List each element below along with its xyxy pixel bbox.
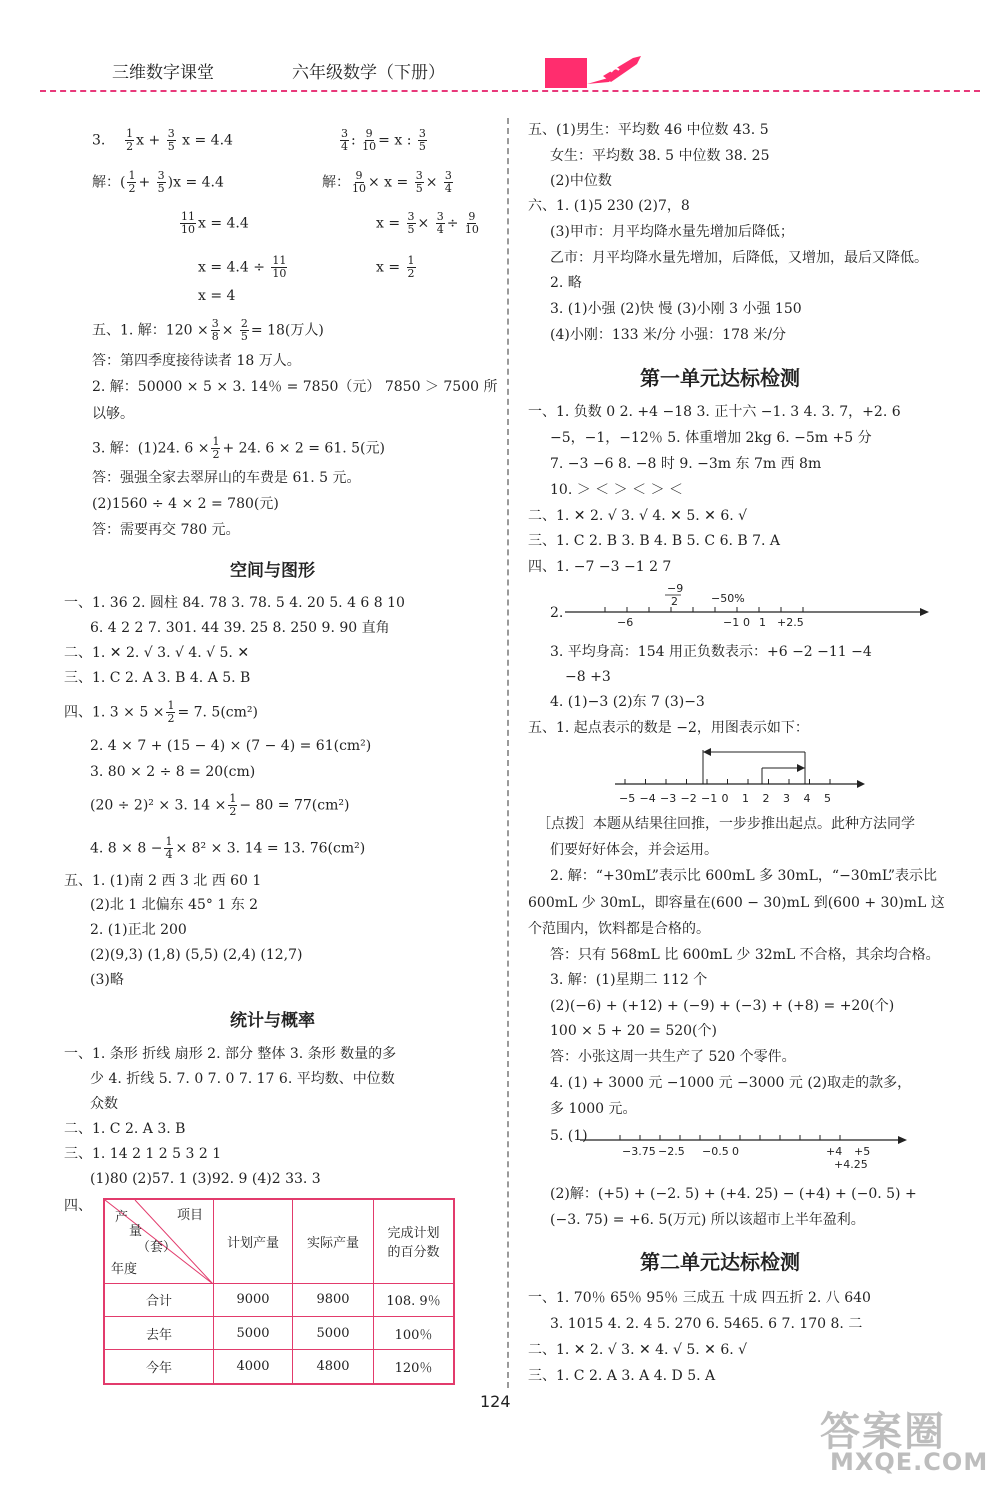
- th-actual: 实际产量: [293, 1199, 374, 1283]
- header-decor-box: [545, 58, 587, 88]
- r-line-5: (3)甲市：月平均降水量先增加后降低；: [550, 224, 794, 240]
- nl3-label-f: +5: [854, 1145, 871, 1158]
- ans-w5: 3. 解：(1)24. 6 × $\frac{1}{2}$ + 24. 6 × 2 = 61. 5(元): [92, 435, 385, 461]
- stats-line-2: 少 4. 折线 5. 7. 0 7. 0 7. 17 6. 平均数、中位数: [90, 1071, 395, 1087]
- u1-line-18: 答：只有 568mL 比 600mL 少 32mL 不合格，其余均合格。: [550, 947, 940, 963]
- stats-line-6: (1)80 (2)57. 1 (3)92. 9 (4)2 33. 3: [90, 1171, 321, 1187]
- nl2-label: 2: [762, 792, 770, 805]
- u2-line-3: 二、1. ✕ 2. √ 3. ✕ 4. √ 5. ✕ 6. √: [528, 1342, 748, 1358]
- nl3-label-b: −2.5: [658, 1145, 685, 1158]
- u1-line-22: 答：小张这周一共生产了 520 个零件。: [550, 1049, 796, 1065]
- u1-line-27: (−3. 75) = +6. 5(万元) 所以该超市上半年盈利。: [550, 1212, 865, 1228]
- geo-line-9: 4. 8 × 8 − $\frac{1}{4}$ × 8² × 3. 14 = 13. 76(cm²): [90, 835, 366, 861]
- ans-w3: 2. 解：50000 × 5 × 3. 14％ = 7850（元） 7850 ＞ 7500 所: [92, 379, 498, 395]
- u1-line-25: 5. (1): [550, 1128, 588, 1144]
- section-title-unit1: 第一单元达标检测: [640, 366, 800, 390]
- nl1-label-e: −1: [723, 616, 740, 629]
- column-divider: [507, 118, 509, 1388]
- diag-qty2: 量: [129, 1224, 143, 1239]
- r-line-1: 五、(1)男生：平均数 46 中位数 43. 5: [528, 122, 769, 138]
- r-line-2: 女生：平均数 38. 5 中位数 38. 25: [550, 148, 770, 164]
- nl2-label: 0: [721, 792, 729, 805]
- ans-w7: (2)1560 ÷ 4 × 2 = 780(元): [92, 496, 279, 512]
- geo-line-14: (3)略: [90, 972, 124, 988]
- u1-line-13: ［点拨］本题从结果往回推，一步步推出起点。此种方法同学: [537, 816, 915, 832]
- stats-line-4: 二、1. C 2. A 3. B: [64, 1121, 186, 1137]
- u1-line-7: 四、1. −7 −3 −1 2 7: [528, 559, 672, 575]
- nl3-label-c: −0.5: [702, 1145, 729, 1158]
- u1-line-21: 100 × 5 + 20 = 520(个): [550, 1023, 717, 1039]
- q3-eq1: 3. $\frac{1}{2}$ x + $\frac{3}{5}$ x = 4.4: [92, 127, 233, 153]
- table-diagonal-header: [104, 1199, 214, 1283]
- nl1-label-d: −6: [617, 616, 634, 629]
- geo-line-10: 五、1. (1)南 2 西 3 北 西 60 1: [64, 873, 262, 889]
- diag-year: 年度: [111, 1262, 138, 1277]
- nl3-label-g: +4.25: [834, 1158, 868, 1171]
- q3-step4a: x = 4.4 ÷ $\frac{11}{10}$: [198, 254, 287, 280]
- q3-sol-b: 解： $\frac{9}{10}$ × x = $\frac{3}{5}$ × $\frac{3}{4}$: [322, 169, 452, 195]
- nl1-label-a: −9: [667, 582, 684, 595]
- geo-line-4: 三、1. C 2. A 3. B 4. A 5. B: [64, 670, 251, 686]
- u1-line-3: 7. −3 −6 8. −8 时 9. −3m 东 7m 西 8m: [550, 456, 822, 472]
- rocket-icon: [585, 50, 645, 90]
- u1-line-14: 们要好好体会，并会运用。: [550, 842, 718, 858]
- th-percent: 完成计划 的百分数: [374, 1199, 455, 1283]
- watermark-logo: 答案圈: [820, 1409, 946, 1455]
- ans-w8: 答：需要再交 780 元。: [92, 522, 240, 538]
- q3-step3b: x = $\frac{3}{5}$ × $\frac{3}{4}$ ÷ $\frac{9}{10}$: [376, 210, 479, 236]
- u1-line-16: 600mL 少 30mL，即容量在(600 − 30)mL 到(600 + 30)mL 这: [528, 895, 945, 911]
- nl2-label: 3: [783, 792, 790, 805]
- geo-line-12: 2. (1)正北 200: [90, 922, 187, 938]
- nl1-label-f: 0: [743, 616, 750, 629]
- nl2-label: −1: [701, 792, 718, 805]
- q3-step4b: x = $\frac{1}{2}$: [376, 254, 415, 280]
- nl1-label-b: 2: [671, 595, 678, 608]
- u1-line-12: 五、1. 起点表示的数是 −2，用图表示如下：: [528, 720, 809, 736]
- u1-line-11: 4. (1)−3 (2)东 7 (3)−3: [550, 694, 705, 710]
- geo-line-13: (2)(9,3) (1,8) (5,5) (2,4) (12,7): [90, 947, 303, 963]
- u1-line-20: (2)(−6) + (+12) + (−9) + (−3) + (+8) = +20(个): [550, 998, 895, 1014]
- geo-line-8: (20 ÷ 2)² × 3. 14 × $\frac{1}{2}$ − 80 = 77(cm²): [90, 792, 350, 818]
- nl1-label-g: 1: [759, 616, 766, 629]
- q3-sol-a: 解：( $\frac{1}{2}$ + $\frac{3}{5}$ )x = 4.4: [92, 169, 224, 195]
- ans-w2: 答：第四季度接待读者 18 万人。: [92, 353, 301, 369]
- u1-line-10: −8 +3: [565, 669, 611, 685]
- r-line-4: 六、1. (1)5 230 (2)7，8: [528, 198, 690, 214]
- u1-line-24: 多 1000 元。: [550, 1101, 637, 1117]
- u1-line-6: 三、1. C 2. B 3. B 4. B 5. C 6. B 7. A: [528, 533, 781, 549]
- section-title-unit2: 第二单元达标检测: [640, 1250, 800, 1274]
- nl2-label: 5: [824, 792, 831, 805]
- table-row: 合计 9000 9800 108. 9％: [104, 1283, 454, 1316]
- table-row: 去年 5000 5000 100％: [104, 1316, 454, 1349]
- number-line-1: [565, 582, 935, 632]
- u1-line-9: 3. 平均身高：154 用正负数表示：+6 −2 −11 −4: [550, 644, 872, 660]
- geo-line-2: 6. 4 2 2 7. 301. 44 39. 25 8. 250 9. 90 直角: [90, 620, 390, 636]
- geo-line-11: (2)北 1 北偏东 45° 1 东 2: [90, 897, 259, 913]
- stats-line-5: 三、1. 14 2 1 2 5 3 2 1: [64, 1146, 222, 1162]
- nl2-label: −2: [680, 792, 697, 805]
- geo-line-6: 2. 4 × 7 + (15 − 4) × (7 − 4) = 61(cm²): [90, 738, 372, 754]
- nl2-label: −5: [619, 792, 636, 805]
- geo-line-1: 一、1. 36 2. 圆柱 84. 78 3. 78. 5 4. 20 5. 4 6 8 10: [64, 595, 405, 611]
- number-line-2: [615, 742, 865, 808]
- table-row: 今年 4000 4800 120％: [104, 1350, 454, 1384]
- ans-w4: 以够。: [92, 406, 134, 422]
- book-title: 六年级数学（下册）: [292, 63, 445, 83]
- geo-line-7: 3. 80 × 2 ÷ 8 = 20(cm): [90, 764, 256, 780]
- nl3-label-e: +4: [826, 1145, 843, 1158]
- r-line-3: (2)中位数: [550, 173, 612, 189]
- nl2-label: 1: [742, 792, 749, 805]
- nl3-label-d: 0: [732, 1145, 739, 1158]
- u1-line-4: 10. ＞ ＜ ＞ ＜ ＞ ＜: [550, 482, 683, 498]
- header-divider: [40, 90, 980, 92]
- u1-line-17: 个范围内，饮料都是合格的。: [528, 921, 710, 937]
- q3-step5: x = 4: [198, 288, 236, 304]
- u1-line-2: −5，−1，−12％ 5. 体重增加 2kg 6. −5m +5 分: [550, 430, 872, 446]
- u2-line-1: 一、1. 70％ 65％ 95％ 三成五 十成 四五折 2. 八 640: [528, 1290, 871, 1306]
- ans-w6: 答：强强全家去翠屏山的车费是 61. 5 元。: [92, 470, 361, 486]
- geo-line-3: 二、1. ✕ 2. √ 3. √ 4. √ 5. ✕: [64, 645, 250, 661]
- u2-line-4: 三、1. C 2. A 3. A 4. D 5. A: [528, 1368, 716, 1384]
- ans-w1: 五、1. 解：120 × $\frac{3}{8}$ × $\frac{2}{5}$ = 18(万人): [92, 317, 324, 343]
- u1-line-8: 2.: [550, 605, 564, 621]
- u2-line-2: 3. 1015 4. 2. 4 5. 270 6. 5465. 6 7. 170 8. 二: [550, 1316, 863, 1332]
- r-line-9: (4)小刚：133 米/分 小强：178 米/分: [550, 327, 787, 343]
- u1-line-1: 一、1. 负数 0 2. +4 −18 3. 正十六 −1. 3 4. 3. 7，+2. 6: [528, 404, 901, 420]
- nl1-label-h: +2.5: [777, 616, 804, 629]
- page-number: 124: [480, 1392, 511, 1411]
- u1-line-26: (2)解：(+5) + (−2. 5) + (+4. 25) − (+4) + (−0. 5) +: [550, 1186, 917, 1202]
- nl2-label: −3: [660, 792, 677, 805]
- stats-line-1: 一、1. 条形 折线 扇形 2. 部分 整体 3. 条形 数量的多: [64, 1046, 397, 1062]
- series-title: 三维数字课堂: [112, 63, 214, 83]
- r-line-7: 2. 略: [550, 275, 582, 291]
- watermark-url: MXQE.COM: [830, 1448, 989, 1476]
- nl2-label: −4: [639, 792, 656, 805]
- section-title-stats: 统计与概率: [230, 1011, 315, 1031]
- diag-unit: （套）: [137, 1240, 177, 1255]
- q3-step3a: $\frac{11}{10}$ x = 4.4: [181, 210, 249, 236]
- number-line-3: [580, 1124, 910, 1174]
- q3-eq2: $\frac{3}{4}$ : $\frac{9}{10}$ = x : $\frac{3}{5}$: [341, 127, 426, 153]
- nl1-label-c: −50%: [711, 592, 745, 605]
- diag-project: 项目: [177, 1208, 204, 1223]
- r-line-6: 乙市：月平均降水量先增加，后降低，又增加，最后又降低。: [550, 250, 928, 266]
- th-plan: 计划产量: [214, 1199, 293, 1283]
- r-line-8: 3. (1)小强 (2)快 慢 (3)小刚 3 小强 150: [550, 301, 802, 317]
- nl2-label: 4: [803, 792, 811, 805]
- u1-line-19: 3. 解：(1)星期二 112 个: [550, 972, 708, 988]
- diag-qty: 产: [115, 1210, 129, 1225]
- u1-line-23: 4. (1) + 3000 元 −1000 元 −3000 元 (2)取走的款多，: [550, 1075, 912, 1091]
- u1-line-15: 2. 解：“+30mL”表示比 600mL 多 30mL，“−30mL”表示比: [550, 868, 937, 884]
- u1-line-5: 二、1. ✕ 2. √ 3. √ 4. ✕ 5. ✕ 6. √: [528, 508, 748, 524]
- geo-line-5: 四、1. 3 × 5 × $\frac{1}{2}$ = 7. 5(cm²): [64, 699, 258, 725]
- stats-line-7: 四、: [64, 1198, 92, 1214]
- nl3-label-a: −3.75: [622, 1145, 656, 1158]
- production-table: [103, 1198, 455, 1385]
- section-title-geometry: 空间与图形: [230, 561, 315, 581]
- stats-line-3: 众数: [90, 1096, 118, 1112]
